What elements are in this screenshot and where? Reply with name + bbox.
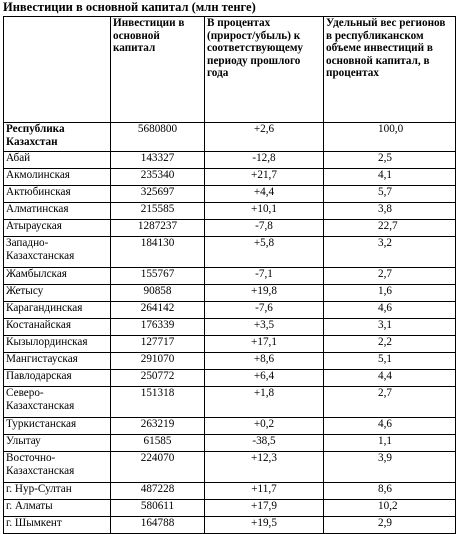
region-cell: Западно-Казахстанская (4, 237, 111, 268)
table-row (4, 336, 456, 353)
share-cell (324, 483, 456, 500)
region-cell: Атырауская (4, 220, 111, 237)
share-value: 2,9 (378, 517, 392, 529)
share-value: 22,7 (378, 220, 398, 232)
share-cell (324, 500, 456, 517)
change-cell: +17,1 (205, 336, 324, 353)
share-value: 5,7 (378, 186, 392, 198)
investment-cell: 250772 (111, 370, 205, 387)
change-cell: -7,6 (205, 302, 324, 319)
share-value: 3,8 (378, 203, 392, 215)
change-cell: +1,8 (205, 387, 324, 418)
share-cell (324, 268, 456, 285)
share-value: 4,6 (378, 302, 392, 314)
table-row (4, 435, 456, 452)
share-value: 2,2 (378, 336, 392, 348)
change-cell: +11,7 (205, 483, 324, 500)
change-cell: +8,6 (205, 353, 324, 370)
investment-cell: 184130 (111, 237, 205, 268)
investment-cell: 5680800 (111, 123, 205, 152)
table-row (4, 123, 456, 152)
share-value: 1,1 (378, 435, 392, 447)
share-value: 8,6 (378, 483, 392, 495)
table-body (4, 123, 456, 534)
table-row (4, 517, 456, 534)
region-cell: Кызылординская (4, 336, 111, 353)
share-cell (324, 302, 456, 319)
page-title: Инвестиции в основной капитал (млн тенге) (3, 0, 256, 14)
table-row (4, 268, 456, 285)
region-cell: Костанайская (4, 319, 111, 336)
region-cell: Павлодарская (4, 370, 111, 387)
share-value: 2,7 (378, 387, 392, 399)
change-cell: +0,2 (205, 418, 324, 435)
region-cell: Улытау (4, 435, 111, 452)
share-cell (324, 452, 456, 483)
investment-cell: 127717 (111, 336, 205, 353)
region-cell: Жамбылская (4, 268, 111, 285)
investment-cell: 61585 (111, 435, 205, 452)
region-cell: Республика Казахстан (4, 123, 111, 152)
header-share: Удельный вес регионов в республиканском объеме инвестиций в основной капитал, в процентах (324, 17, 456, 123)
share-value: 100,0 (378, 123, 404, 135)
change-cell: +19,8 (205, 285, 324, 302)
share-cell (324, 336, 456, 353)
share-cell (324, 353, 456, 370)
investment-cell: 487228 (111, 483, 205, 500)
share-cell (324, 203, 456, 220)
change-cell: +17,9 (205, 500, 324, 517)
region-cell: Актюбинская (4, 186, 111, 203)
region-cell: г. Шымкент (4, 517, 111, 534)
table-row (4, 186, 456, 203)
table-row (4, 500, 456, 517)
region-cell: Алматинская (4, 203, 111, 220)
table-row (4, 220, 456, 237)
region-cell: Мангистауская (4, 353, 111, 370)
share-value: 4,1 (378, 169, 392, 181)
change-cell: -7,1 (205, 268, 324, 285)
investment-cell: 143327 (111, 152, 205, 169)
share-value: 4,6 (378, 418, 392, 430)
change-cell: +5,8 (205, 237, 324, 268)
share-value: 10,2 (378, 500, 398, 512)
table-row (4, 203, 456, 220)
change-cell: +12,3 (205, 452, 324, 483)
investment-cell: 224070 (111, 452, 205, 483)
table-row (4, 353, 456, 370)
investment-cell: 1287237 (111, 220, 205, 237)
table-row (4, 452, 456, 483)
table-row (4, 169, 456, 186)
table-row (4, 370, 456, 387)
share-value: 2,7 (378, 268, 392, 280)
share-value: 3,2 (378, 237, 392, 249)
change-cell: +21,7 (205, 169, 324, 186)
table-row (4, 418, 456, 435)
header-investment: Инвестиции в основной капитал (111, 17, 205, 123)
share-cell (324, 152, 456, 169)
share-cell (324, 237, 456, 268)
investment-cell: 155767 (111, 268, 205, 285)
region-cell: Жетысу (4, 285, 111, 302)
share-cell (324, 169, 456, 186)
share-cell (324, 186, 456, 203)
investment-cell: 325697 (111, 186, 205, 203)
investment-cell: 235340 (111, 169, 205, 186)
investment-cell: 264142 (111, 302, 205, 319)
region-cell: Карагандинская (4, 302, 111, 319)
investment-cell: 90858 (111, 285, 205, 302)
share-value: 4,4 (378, 370, 392, 382)
change-cell: +4,4 (205, 186, 324, 203)
header-change: В процентах (прирост/убыль) к соответствующему периоду прошлого года (205, 17, 324, 123)
change-cell: +19,5 (205, 517, 324, 534)
region-cell: Восточно-Казахстанская (4, 452, 111, 483)
change-cell: +3,5 (205, 319, 324, 336)
share-value: 3,9 (378, 452, 392, 464)
table-row (4, 387, 456, 418)
change-cell: +10,1 (205, 203, 324, 220)
investment-cell: 215585 (111, 203, 205, 220)
investment-cell: 291070 (111, 353, 205, 370)
share-cell (324, 517, 456, 534)
share-value: 2,5 (378, 152, 392, 164)
region-cell: г. Нур-Султан (4, 483, 111, 500)
share-cell (324, 387, 456, 418)
share-cell (324, 285, 456, 302)
region-cell: Северо-Казахстанская (4, 387, 111, 418)
change-cell: -38,5 (205, 435, 324, 452)
investment-cell: 263219 (111, 418, 205, 435)
change-cell: -12,8 (205, 152, 324, 169)
change-cell: +6,4 (205, 370, 324, 387)
share-cell (324, 220, 456, 237)
investment-cell: 580611 (111, 500, 205, 517)
region-cell: Абай (4, 152, 111, 169)
share-cell (324, 123, 456, 152)
table-row (4, 285, 456, 302)
share-cell (324, 418, 456, 435)
region-cell: г. Алматы (4, 500, 111, 517)
share-value: 3,1 (378, 319, 392, 331)
table-row (4, 302, 456, 319)
table-row (4, 483, 456, 500)
change-cell: -7,8 (205, 220, 324, 237)
share-cell (324, 435, 456, 452)
table-header-row (4, 17, 456, 123)
share-cell (324, 319, 456, 336)
table-row (4, 237, 456, 268)
investment-cell: 151318 (111, 387, 205, 418)
investment-cell: 164788 (111, 517, 205, 534)
share-value: 5,1 (378, 353, 392, 365)
region-cell: Туркистанская (4, 418, 111, 435)
share-cell (324, 370, 456, 387)
table-row (4, 152, 456, 169)
share-value: 1,6 (378, 285, 392, 297)
region-cell: Акмолинская (4, 169, 111, 186)
change-cell: +2,6 (205, 123, 324, 152)
header-region (4, 17, 111, 123)
table-row (4, 319, 456, 336)
investment-table (3, 16, 456, 534)
investment-cell: 176339 (111, 319, 205, 336)
